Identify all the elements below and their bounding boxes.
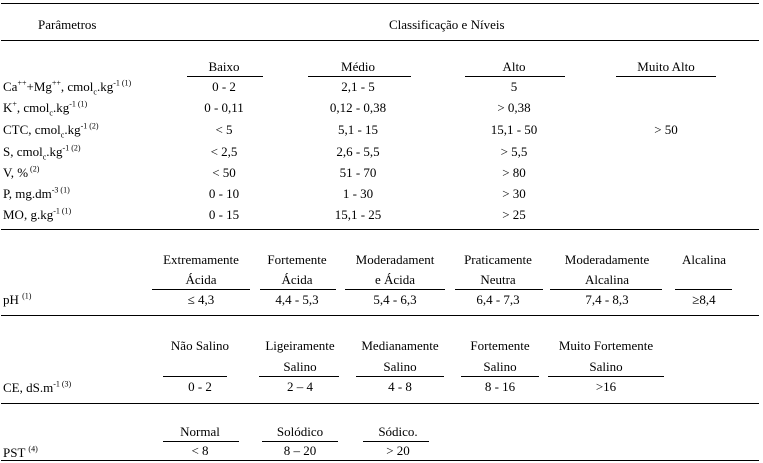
ce-class-label: Salino: [383, 359, 417, 374]
level-alto: Alto: [502, 59, 526, 74]
ce-rule: [259, 376, 339, 377]
level-rule: [187, 76, 263, 77]
cell: < 5: [215, 122, 233, 137]
cell: > 50: [654, 122, 678, 137]
table-bottom-rule: [1, 460, 759, 461]
cell: 51 - 70: [339, 165, 377, 180]
ce-class-label: Salino: [283, 359, 317, 374]
ce-class-label: Ligeiramente: [265, 338, 335, 353]
ce-class-label: Salino: [589, 359, 623, 374]
header-classification: Classificação e Níveis: [389, 17, 505, 32]
pst-value: 8 – 20: [283, 443, 317, 458]
ph-label: pH $^{(1)}$: [3, 291, 32, 307]
pst-rule: [163, 441, 239, 442]
cell: 1 - 30: [342, 186, 374, 201]
cell: > 5,5: [500, 144, 528, 159]
ph-class-label: Ácida: [185, 272, 217, 287]
ce-value: 4 - 8: [388, 379, 412, 394]
cell: 5: [510, 79, 518, 94]
section-rule: [1, 229, 759, 230]
ce-class-label: Muito Fortemente: [558, 338, 654, 353]
cell: 0,12 - 0,38: [329, 100, 387, 115]
ce-value: 8 - 16: [484, 379, 516, 394]
row-label-v: V, % $^{(2)}$: [3, 164, 40, 180]
ph-rule: [455, 289, 543, 290]
ph-class-label: Alcalina: [584, 272, 630, 287]
cell: 15,1 - 50: [490, 122, 538, 137]
header-rule: [1, 40, 759, 41]
ce-class-label: Fortemente: [470, 338, 530, 353]
header-parameters: Parâmetros: [38, 17, 97, 32]
cell: 0 - 0,11: [204, 100, 244, 115]
row-label-ca-mg: Ca+++Mg++, $cmol_c.kg^{-1 (1)}$: [3, 78, 132, 97]
ce-rule: [356, 376, 444, 377]
ph-class-label: Moderadamente: [564, 252, 650, 267]
ce-label: CE, $dS.m^{-1 (3)}$: [3, 379, 72, 395]
ph-rule: [345, 289, 445, 290]
cell: 15,1 - 25: [334, 207, 382, 222]
cell: > 25: [502, 207, 526, 222]
pst-value: > 20: [386, 443, 410, 458]
section-rule: [1, 403, 759, 404]
ph-class-label: Praticamente: [464, 252, 532, 267]
level-baixo: Baixo: [208, 59, 240, 74]
ph-value: ≥8,4: [692, 292, 716, 307]
cell: 0 - 10: [208, 186, 240, 201]
ph-class-label: Alcalina: [681, 252, 727, 267]
level-rule: [465, 76, 565, 77]
cell: 0 - 15: [208, 207, 240, 222]
ph-class-label: e Ácida: [374, 272, 416, 287]
row-label-p: P, $mg.dm^{-3 (1)}$: [3, 185, 70, 201]
ph-rule: [152, 289, 250, 290]
ph-rule: [260, 289, 336, 290]
ce-rule: [548, 376, 664, 377]
cell: 2,6 - 5,5: [336, 144, 380, 159]
ph-class-label: Fortemente: [267, 252, 327, 267]
row-label-ctc: CTC, $cmol_c.kg^{-1 (2)}$: [3, 121, 99, 140]
pst-value: < 8: [191, 443, 209, 458]
cell: 0 - 2: [212, 79, 236, 94]
ph-value: ≤ 4,3: [187, 292, 215, 307]
cell: < 50: [212, 165, 236, 180]
level-medio: Médio: [341, 59, 375, 74]
pst-rule: [363, 441, 429, 442]
row-label-mo: MO, $g.kg^{-1 (1)}$: [3, 206, 72, 222]
ce-class-label: Não Salino: [170, 338, 230, 353]
cell: > 80: [502, 165, 526, 180]
cell: 5,1 - 15: [337, 122, 379, 137]
ce-value: >16: [595, 379, 617, 394]
ph-value: 7,4 - 8,3: [585, 292, 629, 307]
ph-class-label: Moderadament: [355, 252, 435, 267]
pst-rule: [262, 441, 338, 442]
ph-value: 4,4 - 5,3: [275, 292, 319, 307]
pst-class-label: Solódico: [276, 424, 324, 439]
row-label-s: S, $cmol_c.kg^{-1 (2)}$: [3, 143, 81, 162]
ce-rule: [461, 376, 539, 377]
ph-class-label: Ácida: [281, 272, 313, 287]
row-label-k: K+, $cmol_c.kg^{-1 (1)}$: [3, 99, 88, 118]
ce-class-label: Salino: [483, 359, 517, 374]
ce-value: 2 – 4: [287, 379, 313, 394]
pst-class-label: Normal: [180, 424, 220, 439]
cell: 2,1 - 5: [341, 79, 375, 94]
ce-rule: [163, 376, 227, 377]
level-rule: [616, 76, 716, 77]
ph-value: 5,4 - 6,3: [373, 292, 417, 307]
level-rule: [308, 76, 411, 77]
section-rule: [1, 315, 759, 316]
pst-label: PST $^{(4)}$: [3, 444, 38, 460]
ph-class-label: Extremamente: [163, 252, 239, 267]
table-top-rule: [1, 3, 759, 4]
cell: > 0,38: [497, 100, 531, 115]
ce-class-label: Medianamente: [361, 338, 439, 353]
cell: < 2,5: [210, 144, 238, 159]
ce-value: 0 - 2: [188, 379, 212, 394]
level-muito-alto: Muito Alto: [637, 59, 695, 74]
ph-rule: [675, 289, 732, 290]
ph-class-label: Neutra: [480, 272, 516, 287]
cell: > 30: [502, 186, 526, 201]
ph-value: 6,4 - 7,3: [476, 292, 520, 307]
pst-class-label: Sódico.: [378, 424, 418, 439]
ph-rule: [550, 289, 662, 290]
